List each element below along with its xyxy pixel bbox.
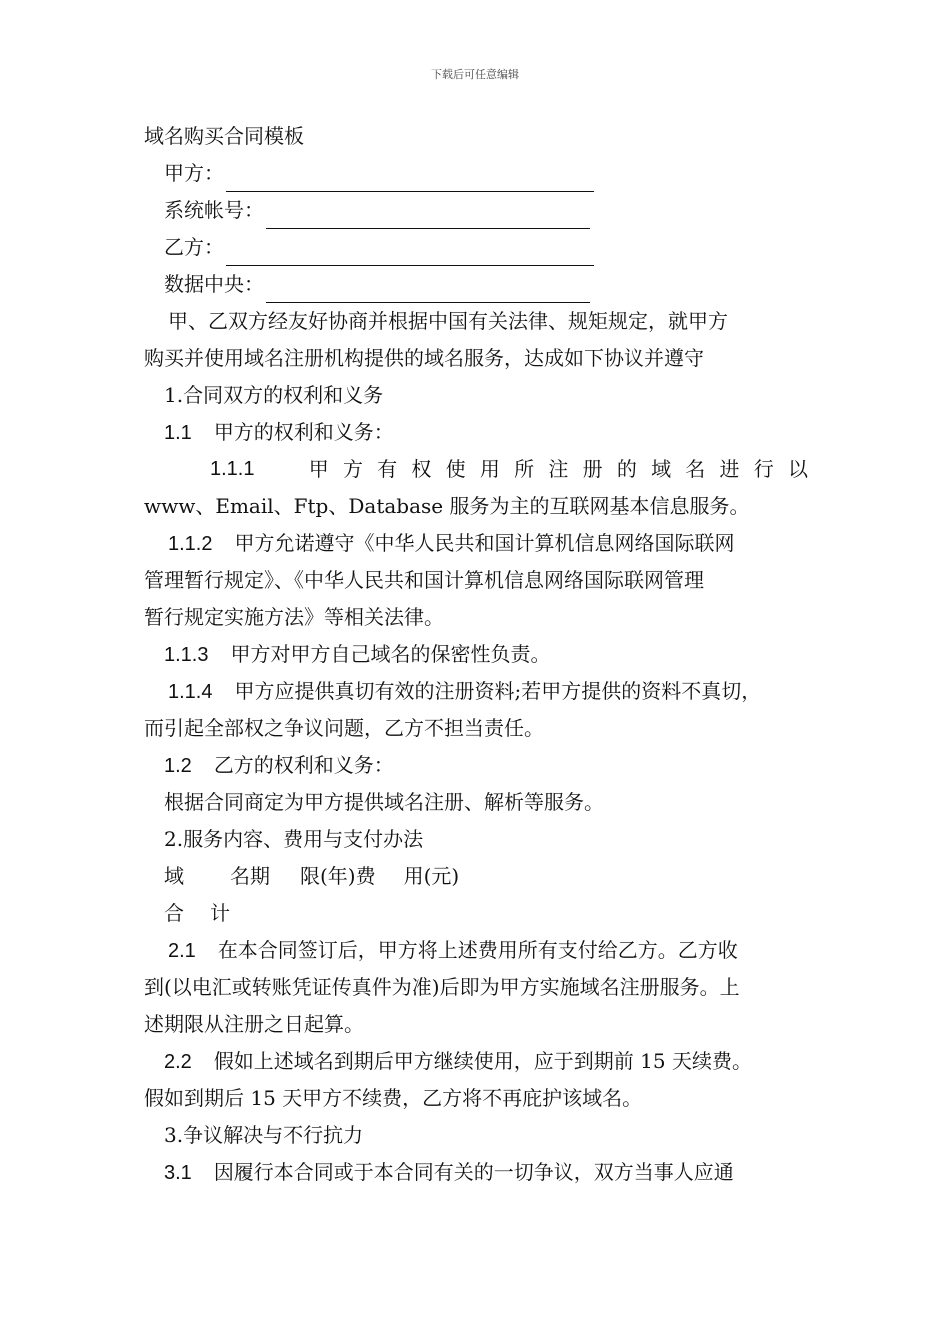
table-cell: 计 [210,901,230,925]
clause-char: 权 [411,457,432,481]
clause-char: 用 [479,457,500,481]
clause-number: 1.1 [164,422,192,444]
document-title: 域名购买合同模板 [144,124,304,148]
clause-number: 2.2 [164,1051,192,1073]
field-label: 数据中央： [164,272,264,296]
clause-2-2-line-2: 假如到期后 15 天甲方不续费，乙方将不再庇护该域名。 [144,1086,643,1110]
section-1-heading [144,377,808,414]
intro-line-1: 甲、乙双方经友好协商并根据中国有关法律、规矩规定，就甲方 [168,309,728,333]
clause-1-2-body: 根据合同商定为甲方提供域名注册、解析等服务。 [164,790,604,814]
field-data-center [144,266,808,303]
field-label: 乙方： [164,235,224,259]
fee-table-header [144,858,808,895]
clause-1-1-3 [144,636,808,673]
document-body [144,118,808,1191]
clause-1-1-2-line-1 [144,525,808,562]
clause-2-1-line-3: 述期限从注册之日起算。 [144,1012,364,1036]
fill-blank [266,275,590,303]
clause-char: 进 [719,457,740,481]
clause-2-2-line-1 [144,1043,808,1080]
clause-number: 3.1 [164,1162,192,1184]
table-cell: 合 [164,901,184,925]
clause-1-2 [144,747,808,784]
clause-char: 名 [685,457,706,481]
field-label: 甲方： [164,161,224,185]
clause-number: 1.1.3 [164,644,209,666]
clause-1-1-4-line-1 [144,673,808,710]
clause-char: 的 [616,457,637,481]
clause-char: 方 [342,457,363,481]
clause-3-1-line-1 [144,1154,808,1191]
fill-blank [226,164,594,192]
field-party-b [144,229,808,266]
clause-2-1-line-2: 到(以电汇或转账凭证传真件为准)后即为甲方实施域名注册服务。上 [144,975,740,999]
field-party-a [144,155,808,192]
clause-char: 使 [445,457,466,481]
clause-text: 假如上述域名到期后甲方继续使用，应于到期前 15 天续费。 [213,1049,752,1073]
clause-char: 甲 [308,457,329,481]
section-2-heading [144,821,808,858]
clause-text: 甲方的权利和义务： [213,420,394,444]
clause-number: 1.1.4 [168,681,213,703]
clause-number: 1.1.1 [210,458,255,480]
fill-blank [266,201,590,229]
clause-char: 以 [788,457,808,481]
table-cell: 名期 [230,864,270,888]
clause-1-1-4-line-2: 而引起全部权之争议问题，乙方不担当责任。 [144,716,544,740]
clause-char: 有 [377,457,398,481]
clause-text: 因履行本合同或于本合同有关的一切争议，双方当事人应通 [213,1160,734,1184]
clause-char: 册 [582,457,603,481]
clause-char: 注 [548,457,569,481]
clause-1-1-1-line-1 [144,451,808,488]
clause-char: 行 [753,457,774,481]
section-title: 3.争议解决与不行抗力 [164,1123,364,1147]
clause-char: 域 [651,457,672,481]
clause-number: 1.1.2 [168,533,213,555]
table-cell: 域 [164,864,184,888]
table-cell: 用(元) [403,864,460,888]
clause-number: 2.1 [168,940,196,962]
field-label: 系统帐号： [164,198,264,222]
fee-table-total [144,895,808,932]
fill-blank [226,238,594,266]
clause-2-1-line-1 [144,932,808,969]
clause-char: 所 [514,457,535,481]
clause-1-1 [144,414,808,451]
table-cell: 限(年)费 [300,864,376,888]
section-title: 2.服务内容、费用与支付办法 [164,827,424,851]
clause-text: 甲方应提供真切有效的注册资料;若甲方提供的资料不真切， [234,679,762,703]
section-title: 1.合同双方的权利和义务 [164,383,384,407]
field-system-account [144,192,808,229]
clause-1-1-2-line-2: 管理暂行规定》、《中华人民共和国计算机信息网络国际联网管理 [144,568,704,592]
page-header: 下载后可任意编辑 [431,68,519,81]
clause-text: 在本合同签订后，甲方将上述费用所有支付给乙方。乙方收 [217,938,738,962]
section-3-heading [144,1117,808,1154]
clause-1-1-2-line-3: 暂行规定实施方法》等相关法律。 [144,605,444,629]
clause-text: 甲方对甲方自己域名的保密性负责。 [230,642,551,666]
clause-text: 甲方允诺遵守《中华人民共和国计算机信息网络国际联网 [234,531,735,555]
intro-line-2: 购买并使用域名注册机构提供的域名服务，达成如下协议并遵守 [144,346,704,370]
clause-text: 乙方的权利和义务： [213,753,394,777]
clause-number: 1.2 [164,755,192,777]
clause-1-1-1-line-2: www、Email、Ftp、Database 服务为主的互联网基本信息服务。 [144,494,750,518]
